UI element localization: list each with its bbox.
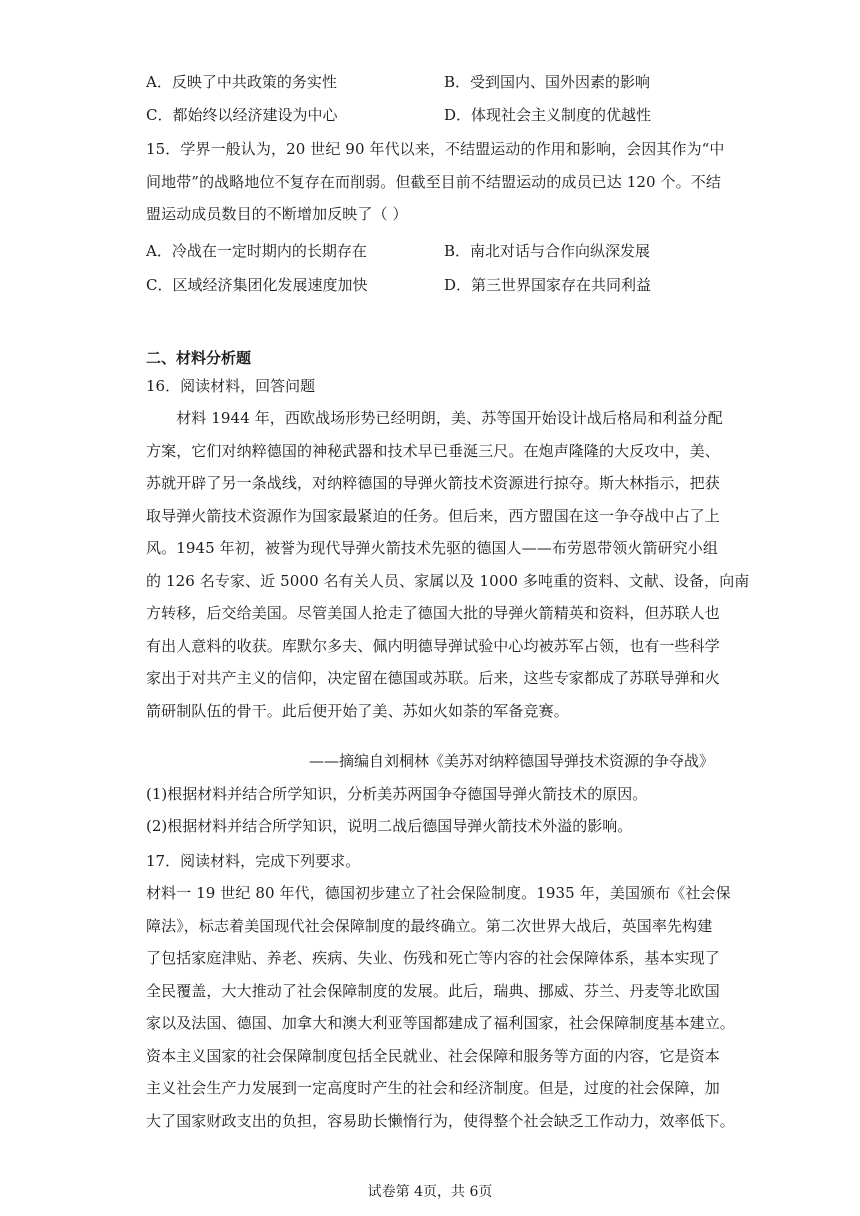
q15-options-row-1 (146, 241, 806, 261)
q17-material-line: 全民覆盖，大大推动了社会保障制度的发展。此后，瑞典、挪威、芬兰、丹麦等北欧国 (146, 981, 720, 1000)
q15-option-b[interactable]: B．南北对话与合作向纵深发展 (444, 242, 651, 260)
q14-options-row-2 (146, 105, 806, 125)
q17-material-line: 家以及法国、德国、加拿大和澳大利亚等国都建成了福利国家，社会保障制度基本建立。 (146, 1014, 735, 1032)
q16-material-line: 材料 1944 年，西欧战场形势已经明朗，美、苏等国开始设计战后格局和利益分配 (146, 409, 723, 427)
q15-option-d[interactable]: D．第三世界国家存在共同利益 (444, 276, 652, 294)
q15-stem-line: 盟运动成员数目的不断增加反映了（ ） (146, 205, 408, 223)
q16-subquestion-1: (1)根据材料并结合所学知识，分析美苏两国争夺德国导弹火箭技术的原因。 (146, 785, 648, 803)
q16-material-line: 方案，它们对纳粹德国的神秘武器和技术早已垂涎三尺。在炮声隆隆的大反攻中，美、 (146, 441, 720, 460)
q16-material-line: 家出于对共产主义的信仰，决定留在德国或苏联。后来，这些专家都成了苏联导弹和火 (146, 669, 720, 687)
q16-material-line: 风。1945 年初，被誉为现代导弹火箭技术先驱的德国人——布劳恩带领火箭研究小组 (146, 539, 718, 557)
q15-option-c[interactable]: C．区域经济集团化发展速度加快 (146, 276, 368, 294)
q15-stem-line: 间地带”的战略地位不复存在而削弱。但截至目前不结盟运动的成员已达 120 个。不结 (146, 172, 721, 191)
q17-material-line: 了包括家庭津贴、养老、疾病、失业、伤残和死亡等内容的社会保障体系，基本实现了 (146, 949, 720, 967)
q17-material-line: 障法》，标志着美国现代社会保障制度的最终确立。第二次世界大战后，英国率先构建 (146, 916, 713, 935)
q17-material-line: 大了国家财政支出的负担，容易助长懒惰行为，使得整个社会缺乏工作动力，效率低下。 (146, 1111, 735, 1130)
q16-material-line: 取导弹火箭技术资源作为国家最紧迫的任务。但后来，西方盟国在这一争夺战中占了上 (146, 506, 720, 525)
q16-material-line: 方转移，后交给美国。尽管美国人抢走了德国大批的导弹火箭精英和资料，但苏联人也 (146, 604, 720, 622)
q17-stem: 17．阅读材料，完成下列要求。 (146, 852, 361, 870)
q15-stem-line: 15．学界一般认为，20 世纪 90 年代以来，不结盟运动的作用和影响，会因其作为“中 (146, 140, 725, 158)
q14-option-c[interactable]: C．都始终以经济建设为中心 (146, 106, 338, 124)
q16-stem: 16．阅读材料，回答问题 (146, 377, 316, 395)
q17-material-line: 材料一 19 世纪 80 年代，德国初步建立了社会保险制度。1935 年，美国颁布《社会保 (146, 884, 731, 902)
q15-options-row-2 (146, 275, 806, 295)
q16-material-line: 箭研制队伍的骨干。此后便开始了美、苏如火如荼的军备竞赛。 (146, 701, 569, 720)
q15-stem (146, 133, 725, 231)
q15-option-a[interactable]: A．冷战在一定时期内的长期存在 (146, 242, 367, 260)
q14-options-row-1 (146, 72, 806, 92)
q14-option-a[interactable]: A．反映了中共政策的务实性 (146, 73, 337, 91)
q16-material (146, 402, 750, 727)
q16-material-line: 有出人意料的收获。库默尔多夫、佩内明德导弹试验中心均被苏军占领，也有一些科学 (146, 636, 720, 655)
q16-material-line: 苏就开辟了另一条战线，对纳粹德国的导弹火箭技术资源进行掠夺。斯大林指示，把获 (146, 474, 720, 492)
section-heading: 二、材料分析题 (146, 349, 252, 367)
q17-material-line: 资本主义国家的社会保障制度包括全民就业、社会保障和服务等方面的内容，它是资本 (146, 1046, 720, 1065)
q17-material (146, 877, 735, 1137)
q14-option-d[interactable]: D．体现社会主义制度的优越性 (444, 106, 652, 124)
q16-material-line: 的 126 名专家、近 5000 名有关人员、家属以及 1000 多吨重的资料、文献、设备，向南 (146, 571, 750, 590)
q14-option-b[interactable]: B．受到国内、国外因素的影响 (444, 73, 651, 91)
q17-material-line: 主义社会生产力发展到一定高度时产生的社会和经济制度。但是，过度的社会保障，加 (146, 1079, 720, 1097)
q16-subquestion-2: (2)根据材料并结合所学知识，说明二战后德国导弹火箭技术外溢的影响。 (146, 817, 633, 835)
page-footer: 试卷第 4页，共 6页 (367, 1184, 493, 1200)
q16-source-citation: ——摘编自刘桐林《美苏对纳粹德国导弹技术资源的争夺战》 (308, 752, 714, 770)
